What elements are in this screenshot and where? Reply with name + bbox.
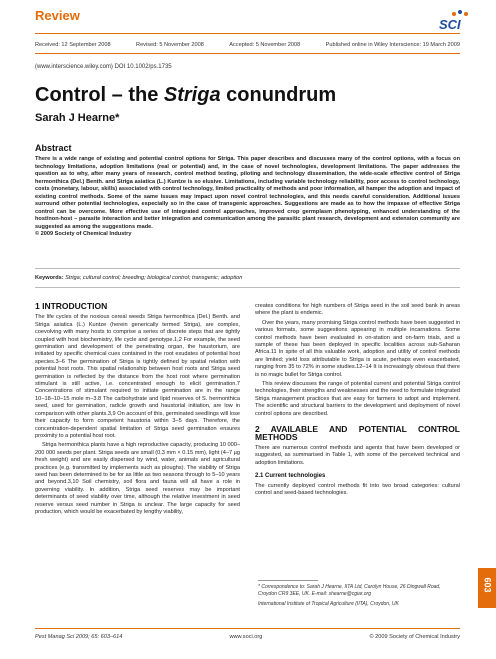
received-date: Received: 12 September 2008 <box>35 42 111 48</box>
doi-link[interactable]: (www.interscience.wiley.com) DOI 10.1002/ps.1735 <box>35 64 172 70</box>
intro-paragraph-1: The life cycles of the noxious cereal weeds Striga hermonthica (Del.) Benth. and Striga asiatica (L.) Kuntze (herein generically termed Striga), are complex, coevolving with many hosts to comprise a series of discrete steps that are tightly coupled with host biochemistry, life cycle and genotype.1,2 For example, the seed germination and development of the penetrating organ, the haustorium, are initiated by specific chemical cues contained in the root exudates of potential host species.3–6 The germination of Striga is tightly defined by spatial relation with potential host roots. This spatial relationship between host roots and Striga seed germination is reflected by the distance from the host root where germination stimulant is still active, i.e. concentrated enough to elicit germination.7 Concentrations of stimulant required to initiate germination are in the range 10−18–10−15 mole m−3.8 The carbohydrate and lipid reserves of S. hermonthica seed, used for germination, radicle growth and haustorial initiation, are low in comparison with other plants.3,9 On account of this, germinated seedlings will lose their capacity to form competent haustoria within 3–5 days. Therefore, the concentration-dependent spatial limitation of Striga seed germination ensures proximity to a potential host root. <box>35 314 240 439</box>
article-title <box>35 84 336 107</box>
left-column <box>35 303 240 518</box>
right-paragraph-2: Over the years, many promising Striga control methods have been suggested in various formats, some suggestions appearing in multiple incarnations. Some control methods have been evaluated in on-station and on-farm trials, and a sample of these has been deployed in specific localities across sub-Saharan Africa.11 In spite of all this valuable work, adoption and utility of control methods are limited; yield loss attributable to Striga is acute, perhaps even exacerbated, ranging from 35 to 72% in some studies.12–14 It is increasingly obvious that there is no magic bullet for Striga control. <box>255 319 460 378</box>
page-number: 603 <box>482 577 493 593</box>
keywords <box>35 275 460 281</box>
journal-citation: Pest Manag Sci 2009; 65: 603–614 <box>35 634 123 640</box>
correspondence-note: * Correspondence to: Sarah J Hearne, IITA Ltd, Carolyn House, 26 Dingwall Road, Croydon CR9 3EE, UK. E-mail: shearne@cgiar.org <box>258 584 441 597</box>
revised-date: Revised: 5 November 2008 <box>136 42 204 48</box>
article-dates <box>35 42 460 48</box>
abstract-body <box>35 156 460 239</box>
section-label: Review <box>35 8 80 23</box>
keywords-rule-top <box>35 268 460 269</box>
accepted-date: Accepted: 5 November 2008 <box>229 42 301 48</box>
header-rule <box>35 33 460 34</box>
abstract-heading: Abstract <box>35 143 72 153</box>
published-date: Published online in Wiley Interscience: 19 March 2009 <box>325 42 460 48</box>
author-name: Sarah J Hearne* <box>35 112 120 124</box>
subsection-2-1-heading: 2.1 Current technologies <box>255 473 326 480</box>
footer-rule <box>35 628 460 629</box>
section-2-paragraph: There are numerous control methods and agents that have been developed or suggested, as summarised in Table 1, with some of the perceived technical and adoption limitations. <box>255 444 460 466</box>
title-italic: Striga <box>163 84 221 106</box>
abstract-copyright: © 2009 Society of Chemical Industry <box>35 231 132 237</box>
keywords-label: Keywords: <box>35 275 64 281</box>
affiliation-note: International Institute of Tropical Agriculture (IITA), Croydon, UK <box>258 601 399 607</box>
right-paragraph-1: creates conditions for high numbers of Striga seed in the soil seed bank in areas where the plant is endemic. <box>255 303 460 317</box>
footer-copyright: © 2009 Society of Chemical Industry <box>369 634 460 640</box>
logo-text: SCI <box>439 17 461 32</box>
intro-paragraph-2: Striga hermonthica plants have a high reproductive capacity, producing 10 000–200 000 seeds per plant. Striga seeds are small (0.3 mm × 0.15 mm), light (4–7 µg fresh weight) and are easily dispersed by wind, water, animals and agricultural practices (e.g. transmitted by implements such as ploughs). The viability of Striga seed has been determined to be for as little as two seasons through to 5–10 years and beyond.3,10 Soil chemistry, soil flora and fauna will all have a role in governing viability. In addition, Striga seed reserves may be important determinants of seed viability over time, although the relative investment in seed reserve versus seed number in Striga is unclear. The large capacity for seed production, which would be exacerbated by lengthy viability, <box>35 442 240 515</box>
right-column <box>255 303 460 499</box>
title-prefix: Control – the <box>35 84 164 106</box>
sci-logo <box>433 8 473 34</box>
keywords-text: Striga; cultural control; breeding; biological control; transgenic; adoption <box>63 275 243 281</box>
page-footer <box>35 634 460 640</box>
dates-rule <box>35 53 460 54</box>
footnote <box>258 584 458 608</box>
intro-heading: 1 INTRODUCTION <box>35 301 108 311</box>
abstract-text: There is a wide range of existing and potential control options for Striga. This paper describes and discusses many of the control options, with a focus on technology limitations, adoption limitations (real or potential) and, in the case of novel technologies, development limitations. The paper addresses the question as to why, after many years of research, control method testing, piloting and technology dissemination, the wide-scale effective control of Striga hermonthica (Del.) Benth. and Striga asiatica (L.) Kuntze is so elusive. Limitations, including variable technology reliability, poor access to control technology, costs (monetary, labour, skills) associated with control technology, limited practicality of methods and poor information, all hamper the adoption and impact of existing control methods. Some of the same issues may impact upon novel control technologies, and this needs careful consideration. Additional issues surround other potential technologies, especially so in the case of transgenic approaches. Suggestions are made as to how the impasse of effective Striga control can be overcome. More effective use of integrated control approaches, improved crop germplasm phenotyping, enhanced understanding of the host/non-host – parasite interaction and better integration and communication among the parasitic plant research, development and extension community are suggested as among the suggestions made. <box>35 156 460 230</box>
section-2-heading: 2 AVAILABLE AND POTENTIAL CONTROL METHODS <box>255 424 460 442</box>
keywords-rule-bottom <box>35 287 460 288</box>
subsection-2-1-paragraph: The currently deployed control methods fit into two broad categories: cultural control and seed-based technologies. <box>255 482 460 496</box>
footnote-rule <box>258 580 318 581</box>
right-paragraph-3: This review discusses the range of potential current and potential Striga control technologies, their strengths and weaknesses and the need to formulate integrated Striga management practices that are easy for farmers to adopt and implement. The scientific and structural barriers to the development and deployment of novel control options are described. <box>255 381 460 417</box>
title-suffix: conundrum <box>220 84 337 106</box>
page-number-tab <box>478 568 496 608</box>
journal-site[interactable]: www.soci.org <box>229 634 263 640</box>
